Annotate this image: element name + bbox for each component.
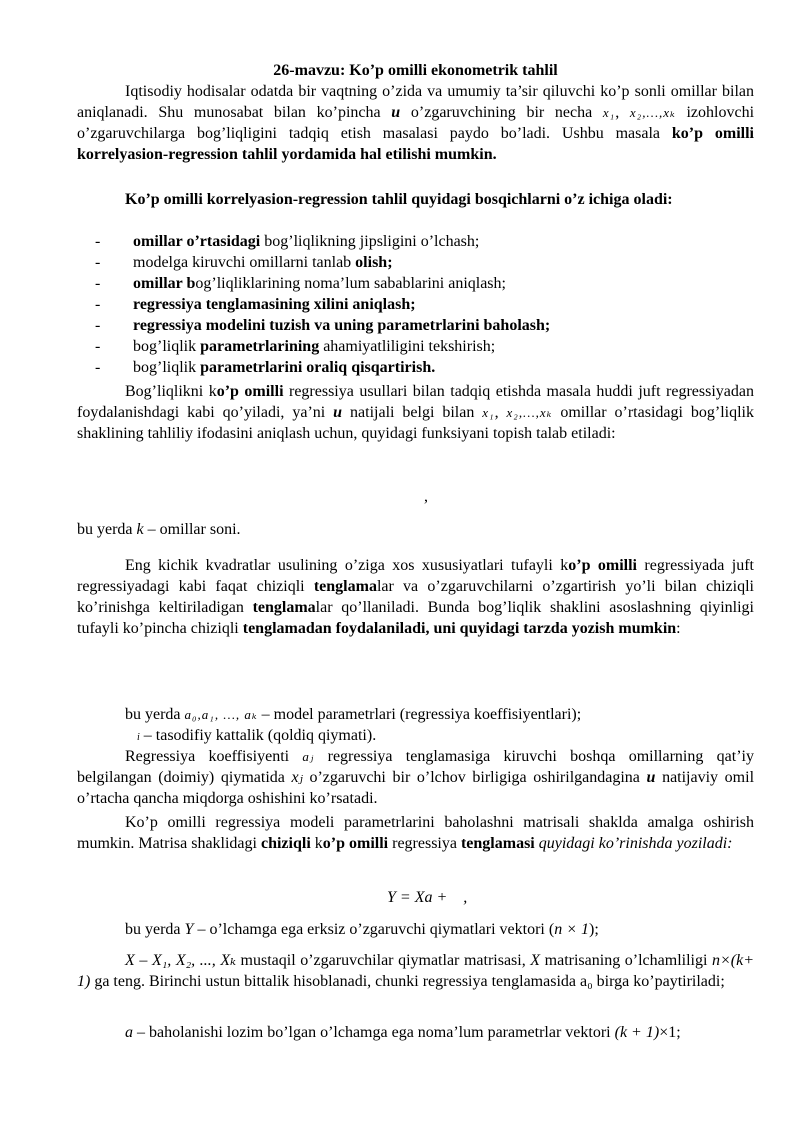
bold-text: ko’p omilli korrelyasion-regression tahlil yordamida hal etilishi mumkin. bbox=[77, 125, 754, 163]
math-a0-ak: a₀,a₁, …, aₖ bbox=[184, 707, 258, 722]
math-x: X bbox=[530, 952, 541, 969]
list-dash: - bbox=[95, 359, 101, 376]
text: lar va o’zgaruvchilarni o’zgartirish yo’li bilan chiziqli ko’rinishga keltiriladigan bbox=[77, 578, 754, 616]
text: og’liqliklarining noma’lum sabablarini aniqlash; bbox=[195, 275, 506, 292]
list-item bbox=[95, 273, 755, 294]
paragraph-x-matrix bbox=[77, 950, 754, 992]
list-item bbox=[95, 252, 755, 273]
paragraph-stages-intro: Ko’p omilli korrelyasion-regression tahlil quyidagi bosqichlarni o’z ichiga oladi: bbox=[125, 191, 673, 208]
text: – model parametrlari (regressiya koeffisiyentlari); bbox=[257, 706, 582, 723]
list-dash: - bbox=[95, 233, 101, 250]
text: – o’lchamga ega erksiz o’zgaruvchi qiymatlari vektori ( bbox=[193, 921, 555, 938]
text: , bbox=[494, 404, 507, 421]
bold-text: tenglamasi bbox=[460, 835, 535, 852]
text: Ko’p omilli regressiya modeli parametrlarini baholashni matrisali shaklda amalga oshirish mumkin. Matrisa shaklidagi bbox=[77, 814, 754, 852]
bold-text: regressiya modelini tuzish va uning parametrlarini baholash; bbox=[133, 317, 551, 334]
math-xj: xⱼ bbox=[291, 769, 303, 786]
list-item bbox=[95, 315, 755, 336]
text: bu yerda bbox=[125, 706, 185, 723]
bold-text: tenglamadan foydalaniladi, uni quyidagi tarzda yozish mumkin bbox=[242, 620, 677, 637]
bold-text: tenglama bbox=[252, 599, 316, 616]
math-dimension: (k + 1) bbox=[614, 1024, 660, 1041]
list-item bbox=[95, 294, 755, 315]
equation-comma: , bbox=[424, 488, 428, 505]
list-dash: - bbox=[95, 254, 101, 271]
text: natijali belgi bilan bbox=[342, 404, 483, 421]
math-i: i bbox=[137, 732, 140, 743]
paragraph-least-squares bbox=[77, 555, 754, 639]
text: – baholanishi lozim bo’lgan o’lchamga ega noma’lum parametrlar vektori bbox=[133, 1024, 615, 1041]
text: – tasodifiy kattalik (qoldiq qiymati). bbox=[139, 727, 377, 744]
text: lar qo’llaniladi. Bunda bog’liqlik shaklini asoslashning qiyinligi tufayli ko’pincha chiziqli bbox=[77, 599, 754, 637]
paragraph-a-vector bbox=[77, 1022, 754, 1043]
bold-text: parametrlarini oraliq qisqartirish. bbox=[200, 359, 436, 376]
math-k: k bbox=[136, 521, 144, 538]
math-aj: aⱼ bbox=[302, 749, 315, 764]
bold-text: regressiya tenglamasining xilini aniqlash; bbox=[133, 296, 416, 313]
list-dash: - bbox=[95, 317, 101, 334]
text: o’zgaruvchi bir o’lchov birligiga oshirilgandagina bbox=[302, 769, 647, 786]
text: Eng kichik kvadratlar usulining o’ziga xos xususiyatlari tufayli k bbox=[125, 557, 569, 574]
text: bog’liqlik bbox=[133, 359, 201, 376]
bold-text: omillar b bbox=[133, 275, 196, 292]
math-u: u bbox=[646, 769, 656, 786]
math-a: a bbox=[125, 1024, 133, 1041]
paragraph-residual bbox=[137, 725, 754, 748]
bold-text: chiziqli bbox=[260, 835, 311, 852]
text: Bog’liqlikni k bbox=[125, 383, 217, 400]
text: k bbox=[310, 835, 323, 852]
math-y: Y bbox=[184, 921, 194, 938]
text: o’zgaruvchining bir necha bbox=[400, 104, 603, 121]
bold-text: o’p omilli bbox=[322, 835, 389, 852]
math-u: u bbox=[333, 404, 343, 421]
math-dimension: n × 1 bbox=[554, 921, 589, 938]
paragraph-factor-count bbox=[77, 519, 754, 540]
text: regressiya bbox=[388, 835, 461, 852]
bold-text: omillar o’rtasidagi bbox=[133, 233, 261, 250]
paragraph-functional-relation bbox=[77, 381, 754, 444]
text: mustaqil o’zgaruvchilar qiymatlar matrisasi, bbox=[235, 952, 531, 969]
bold-text: o’p omilli bbox=[216, 383, 284, 400]
math-x1: x₁ bbox=[482, 405, 495, 420]
paragraph-model-parameters bbox=[125, 704, 754, 725]
math-x2-xk: x₂,…,xₖ bbox=[629, 105, 676, 120]
paragraph-intro bbox=[77, 81, 754, 165]
bold-text: olish; bbox=[355, 254, 393, 271]
text: Iqtisodiy hodisalar odatda bir vaqtning o’zida va umumiy ta’sir qiluvchi ko’p sonli omillar bilan aniqlanadi. Shu munosabat bilan ko’pincha bbox=[77, 83, 754, 121]
bold-text: o’p omilli bbox=[568, 557, 637, 574]
list-dash: - bbox=[95, 296, 101, 313]
math-x1-xk: X₁, X₂, ..., Xₖ bbox=[151, 952, 236, 969]
page-title: 26-mavzu: Ko’p omilli ekonometrik tahlil bbox=[273, 62, 558, 79]
text: : bbox=[676, 620, 681, 637]
text: bu yerda bbox=[125, 921, 185, 938]
text: , bbox=[615, 104, 630, 121]
list-item bbox=[95, 231, 755, 252]
text: matrisaning o’lchamliligi bbox=[540, 952, 712, 969]
text: ×1; bbox=[659, 1024, 681, 1041]
text: regressiyada juft regressiyadagi kabi faqat chiziqli bbox=[77, 557, 754, 595]
list-dash: - bbox=[95, 338, 101, 355]
text: ); bbox=[588, 921, 599, 938]
math-x2-xk: x₂,…,xₖ bbox=[506, 405, 553, 420]
paragraph-matrix-form bbox=[77, 812, 754, 854]
text: Regressiya koeffisiyenti bbox=[125, 748, 303, 765]
math-x1: x₁ bbox=[602, 105, 616, 120]
math-x: X bbox=[125, 952, 135, 969]
text: – bbox=[134, 952, 152, 969]
text: ahamiyatliligini tekshirish; bbox=[319, 338, 496, 355]
text: omillar o’rtasidagi bog’liqlik shaklining tahliliy ifodasini aniqlash uchun, quyidagi funksiyani topish talab etiladi: bbox=[77, 404, 754, 442]
bold-text: tenglama bbox=[313, 578, 377, 595]
text: izohlovchi o’zgaruvchilarga bog’liqligini tadqiq etish masalasi paydo bo’ladi. Ushbu masala bbox=[77, 104, 755, 142]
paragraph-y-vector bbox=[77, 919, 754, 940]
list-dash: - bbox=[95, 275, 101, 292]
list-item bbox=[95, 357, 755, 378]
text: natijaviy omil o’rtacha qancha miqdorga oshishini ko’rsatadi. bbox=[77, 769, 755, 807]
text: bog’liqlikning jipsligini o’lchash; bbox=[260, 233, 480, 250]
matrix-equation: Y = Xa + , bbox=[387, 889, 468, 906]
list-item bbox=[95, 336, 755, 357]
math-u: u bbox=[391, 104, 401, 121]
math-dimension: n×(k+ 1) bbox=[77, 952, 755, 990]
text: regressiya tenglamasiga kiruvchi boshqa omillarning qat’iy belgilangan (doimiy) qiymatida bbox=[77, 748, 754, 786]
bold-text: parametrlarining bbox=[200, 338, 320, 355]
italic-text: quyidagi ko’rinishda yoziladi: bbox=[534, 835, 733, 852]
text: regressiya usullari bilan tadqiq etishda masala huddi juft regressiyadan foydalanishdagi kabi qo’yiladi, ya’ni bbox=[77, 383, 754, 421]
text: bog’liqlik bbox=[133, 338, 201, 355]
text: modelga kiruvchi omillarni tanlab bbox=[133, 254, 356, 271]
text: bu yerda bbox=[77, 521, 137, 538]
paragraph-coefficient-meaning bbox=[77, 746, 754, 809]
text: – omillar soni. bbox=[143, 521, 241, 538]
text: ga teng. Birinchi ustun bittalik hisoblanadi, chunki regressiya tenglamasida a₀ birga ko’paytiriladi; bbox=[90, 973, 725, 990]
